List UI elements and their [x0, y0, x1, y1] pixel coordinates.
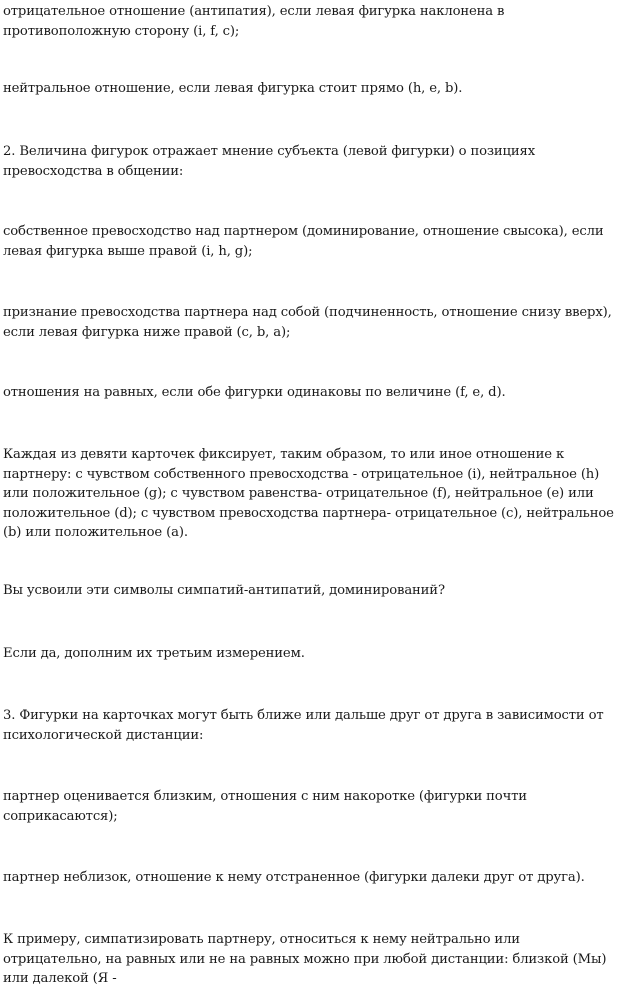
paragraph-example: К примеру, симпатизировать партнеру, относиться к нему нейтрально или отрицательно, на равных или не на равных можно при любой дистанции: близкой (Мы) или далекой (Я - — [3, 932, 607, 986]
paragraph-partner-superiority: признание превосходства партнера над собой (подчиненность, отношение снизу вверх), если левая фигурка ниже правой (c, b, a); — [3, 305, 612, 340]
paragraph-question: Вы усвоили эти символы симпатий-антипатий, доминирований? — [3, 583, 445, 598]
paragraph-neutral: нейтральное отношение, если левая фигурка стоит прямо (h, e, b). — [3, 81, 463, 96]
paragraph-third-dimension: Если да, дополним их третьим измерением. — [3, 646, 305, 661]
paragraph-distance-heading: 3. Фигурки на карточках могут быть ближе или дальше друг от друга в зависимости от психологической дистанции: — [3, 708, 604, 743]
paragraph-size-heading: 2. Величина фигурок отражает мнение субъекта (левой фигурки) о позициях превосходства в общении: — [3, 144, 535, 179]
paragraph-own-superiority: собственное превосходство над партнером (доминирование, отношение свысока), если левая фигурка выше правой (i, h, g); — [3, 224, 604, 259]
paragraph-nine-cards: Каждая из девяти карточек фиксирует, таким образом, то или иное отношение к партнеру: с чувством собственного превосходства - отрицательное (i), нейтральное (h) или положительное (g); с чувством равенства- отрицательное (f), нейтральное (e) или положительное (d); с чувством превосходства партнера- отрицательное (c), нейтральное (b) или положительное (a). — [3, 447, 614, 540]
paragraph-close-partner: партнер оценивается близким, отношения с ним накоротке (фигурки почти соприкасаются); — [3, 789, 527, 824]
paragraph-equal: отношения на равных, если обе фигурки одинаковы по величине (f, e, d). — [3, 385, 506, 400]
paragraph-antipathy: отрицательное отношение (антипатия), если левая фигурка наклонена в противоположную сторону (i, f, c); — [3, 4, 505, 39]
paragraph-distant-partner: партнер неблизок, отношение к нему отстраненное (фигурки далеки друг от друга). — [3, 870, 585, 885]
